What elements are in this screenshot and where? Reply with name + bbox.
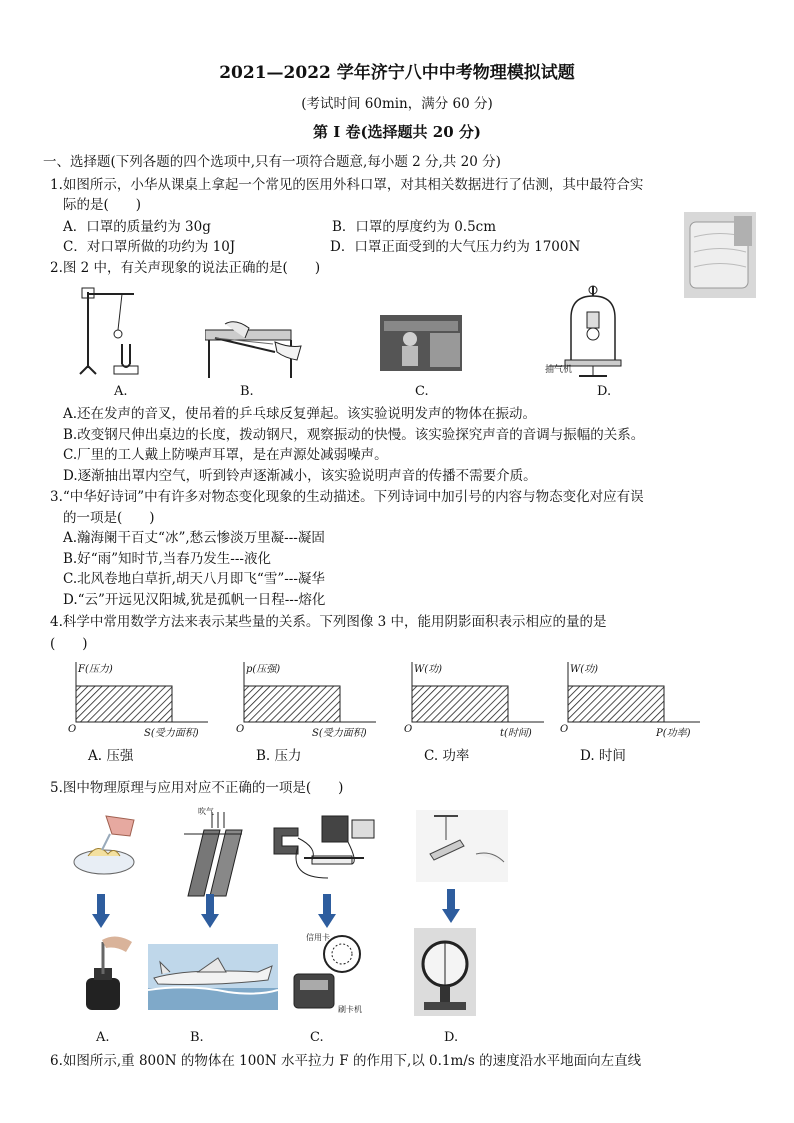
q2-option-d: D.逐渐抽出罩内空气，听到铃声逐渐减小，该实验说明声音的传播不需要介质。 (63, 468, 537, 484)
q4-graph-origin: O (236, 724, 245, 735)
q1-stem-line2: 际的是( ) (63, 197, 142, 213)
q4-graph-ylabel: F(压力) (78, 664, 113, 675)
q2-label-c: C. (415, 384, 429, 399)
q4-graph-caption: C. 功率 (424, 748, 470, 764)
q2-option-b: B.改变钢尺伸出桌边的长度，拨动钢尺，观察振动的快慢。该实验探究声音的音调与振幅的关系。 (63, 427, 645, 443)
q4-graph-shaded-area (76, 686, 172, 722)
q4-graph-shaded-area (412, 686, 508, 722)
page-title: 2021—2022 学年济宁八中中考物理模拟试题 (219, 63, 575, 83)
galvanometer-photo (414, 928, 476, 1016)
q1-option-b: B．口罩的厚度约为 0.5cm (332, 219, 497, 235)
section-title: 第 I 卷(选择题共 20 分) (313, 123, 481, 141)
electromagnetic-induction-figure (268, 808, 380, 882)
q4-graph-xlabel: S(受力面积) (144, 728, 199, 739)
q5-label-c: C. (310, 1030, 324, 1045)
q1-stem-line1: 1.如图所示，小华从课桌上拿起一个常见的医用外科口罩，对其相关数据进行了估测，其中最符合实 (50, 177, 644, 193)
q4-graph-shaded-area (244, 686, 340, 722)
q2-label-d: D. (597, 384, 612, 399)
q1-option-d: D．口罩正面受到的大气压力约为 1700N (330, 239, 581, 255)
exam-subtitle: (考试时间 60min，满分 60 分) (301, 96, 493, 112)
card-label: 信用卡 (306, 933, 330, 942)
q5-label-d: D. (444, 1030, 459, 1045)
tuning-fork-figure (78, 282, 160, 378)
q2-option-a: A.还在发声的音叉，使吊着的乒乓球反复弹起。该实验说明发声的物体在振动。 (63, 406, 537, 422)
q4-stem-line1: 4.科学中常用数学方法来表示某些量的关系。下列图像 3 中，能用阴影面积表示相应的量的是 (50, 614, 607, 630)
q4-graph-ylabel: W(功) (570, 664, 599, 675)
q2-stem: 2.图 2 中，有关声现象的说法正确的是( ) (50, 260, 321, 276)
q4-graph-ylabel: W(功) (414, 664, 443, 675)
arrow-down-icon-a (92, 894, 110, 928)
q2-label-a: A. (114, 384, 128, 399)
q3-stem-line1: 3.“中华好诗词”中有许多对物态变化现象的生动描述。下列诗词中加引号的内容与物态变化对应有误 (50, 489, 644, 505)
q4-graph-caption: B. 压力 (256, 748, 302, 764)
q4-graph-caption: D. 时间 (580, 748, 626, 764)
q4-graph-xlabel: S(受力面积) (312, 728, 367, 739)
q6-stem: 6.如图所示,重 800N 的物体在 100N 水平拉力 F 的作用下,以 0.1m/s 的速度沿水平地面向左直线 (50, 1053, 642, 1069)
reader-label: 刷卡机 (338, 1005, 362, 1014)
arrow-down-icon-c (318, 894, 336, 928)
blow-label: 吹气 (198, 807, 214, 816)
q5-stem: 5.图中物理原理与应用对应不正确的一项是( ) (50, 780, 344, 796)
q4-graph-origin: O (560, 724, 569, 735)
magnetic-field-current-figure (416, 810, 508, 882)
arrow-down-icon-d (442, 889, 460, 923)
q4-stem-line2: ( ) (50, 636, 88, 652)
steel-ruler-figure (205, 318, 305, 378)
instructions: 一、选择题(下列各题的四个选项中,只有一项符合题意,每小题 2 分,共 20 分) (43, 154, 501, 170)
q3-option-c: C.北风卷地白草折,胡天八月即飞“雪”---凝华 (63, 571, 325, 587)
factory-worker-photo (380, 315, 462, 371)
q5-label-a: A. (96, 1030, 110, 1045)
q3-option-a: A.瀚海阑干百丈“冰”,愁云惨淡万里凝---凝固 (63, 530, 325, 546)
q3-option-b: B.好“雨”知时节,当春乃发生---液化 (63, 551, 271, 567)
mask-photo (684, 212, 756, 298)
q4-graph-xlabel: t(时间) (500, 728, 532, 739)
q4-graph-shaded-area (568, 686, 664, 722)
hovercraft-plane-photo (148, 944, 278, 1010)
pump-label: 抽气机 (545, 365, 573, 375)
ink-dropper-photo (76, 934, 140, 1014)
arrow-down-icon-b (201, 894, 219, 928)
pump-label-text: 抽气 (545, 365, 564, 375)
q4-graph-caption: A. 压强 (88, 748, 134, 764)
blow-between-papers-figure (180, 808, 244, 898)
q3-option-d: D.“云”开远见汉阳城,犹是孤帆一日程---熔化 (63, 592, 326, 608)
q5-label-b: B. (190, 1030, 204, 1045)
q4-graph-origin: O (68, 724, 77, 735)
sugar-dissolve-figure (68, 812, 142, 878)
q3-stem-line2: 的一项是( ) (63, 510, 155, 526)
q1-option-c: C．对口罩所做的功约为 10J (63, 239, 236, 255)
q4-graph-ylabel: p(压强) (246, 664, 281, 675)
q2-option-c: C.厂里的工人戴上防噪声耳罩，是在声源处减弱噪声。 (63, 447, 388, 463)
q4-graph-origin: O (404, 724, 413, 735)
q2-label-b: B. (240, 384, 254, 399)
q1-option-a: A．口罩的质量约为 30g (63, 219, 211, 235)
q4-graph-xlabel: P(功率) (656, 728, 691, 739)
